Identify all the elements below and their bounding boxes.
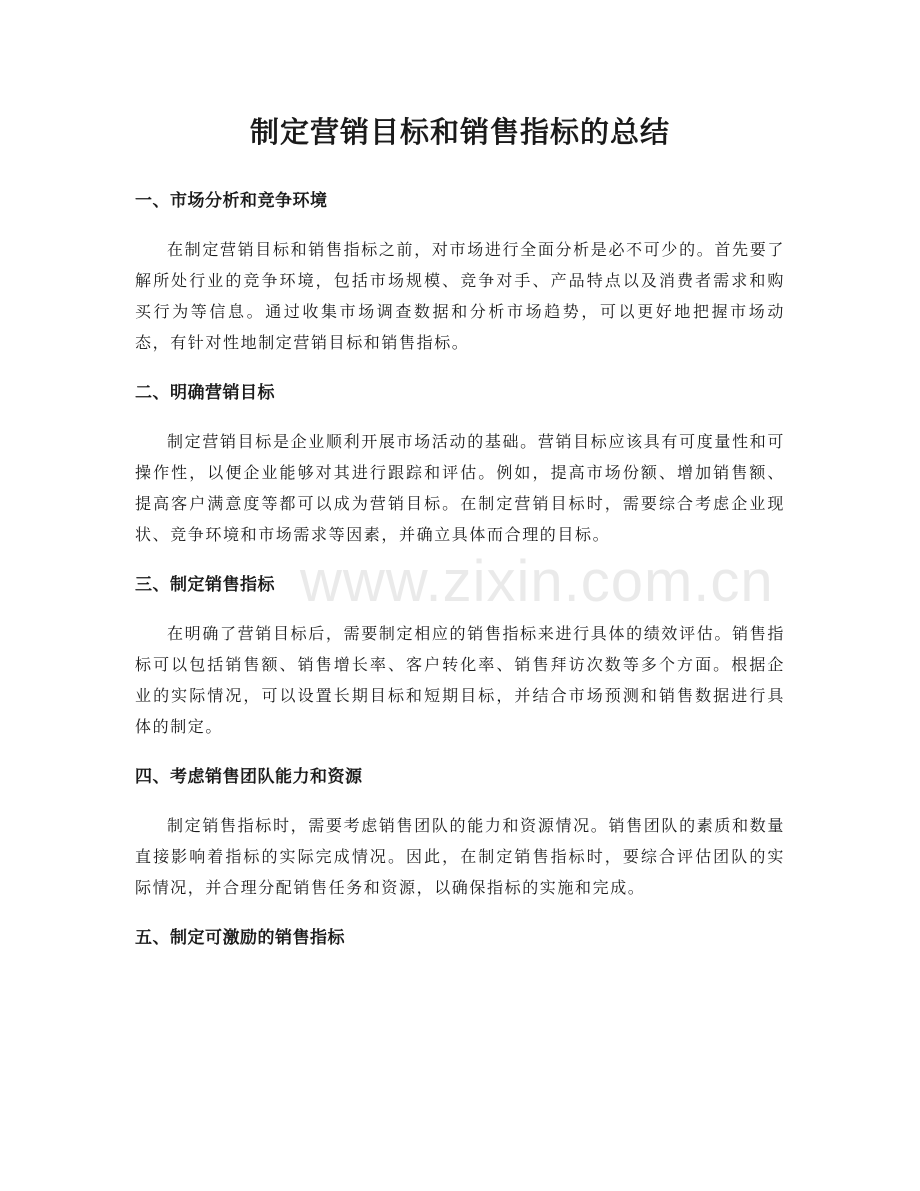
section-sales-indicators (135, 572, 785, 742)
section-paragraph: 在明确了营销目标后，需要制定相应的销售指标来进行具体的绩效评估。销售指标可以包括销售额、销售增长率、客户转化率、销售拜访次数等多个方面。根据企业的实际情况，可以设置长期目标和短期目标，并结合市场预测和销售数据进行具体的制定。 (135, 624, 785, 736)
section-paragraph: 制定销售指标时，需要考虑销售团队的能力和资源情况。销售团队的素质和数量直接影响着指标的实际完成情况。因此，在制定销售指标时，要综合评估团队的实际情况，并合理分配销售任务和资源，以确保指标的实施和完成。 (135, 816, 785, 897)
section-heading: 四、考虑销售团队能力和资源 (135, 767, 363, 787)
section-paragraph: 在制定营销目标和销售指标之前，对市场进行全面分析是必不可少的。首先要了解所处行业的竞争环境，包括市场规模、竞争对手、产品特点以及消费者需求和购买行为等信息。通过收集市场调查数据和分析市场趋势，可以更好地把握市场动态，有针对性地制定营销目标和销售指标。 (135, 240, 785, 352)
document-body (135, 180, 785, 971)
section-team-resources (135, 764, 785, 903)
document-title: 制定营销目标和销售指标的总结 (249, 115, 670, 149)
section-incentive-indicators (135, 925, 785, 951)
section-market-analysis (135, 188, 785, 358)
section-heading: 五、制定可激励的销售指标 (135, 928, 345, 948)
watermark: www.zixin.com.cn (300, 549, 774, 614)
section-heading: 一、市场分析和竞争环境 (135, 191, 328, 211)
section-heading: 二、明确营销目标 (135, 383, 275, 403)
section-marketing-goals (135, 380, 785, 550)
section-heading: 三、制定销售指标 (135, 575, 275, 595)
section-paragraph: 制定营销目标是企业顺利开展市场活动的基础。营销目标应该具有可度量性和可操作性，以便企业能够对其进行跟踪和评估。例如，提高市场份额、增加销售额、提高客户满意度等都可以成为营销目标。在制定营销目标时，需要综合考虑企业现状、竞争环境和市场需求等因素，并确立具体而合理的目标。 (135, 432, 785, 544)
